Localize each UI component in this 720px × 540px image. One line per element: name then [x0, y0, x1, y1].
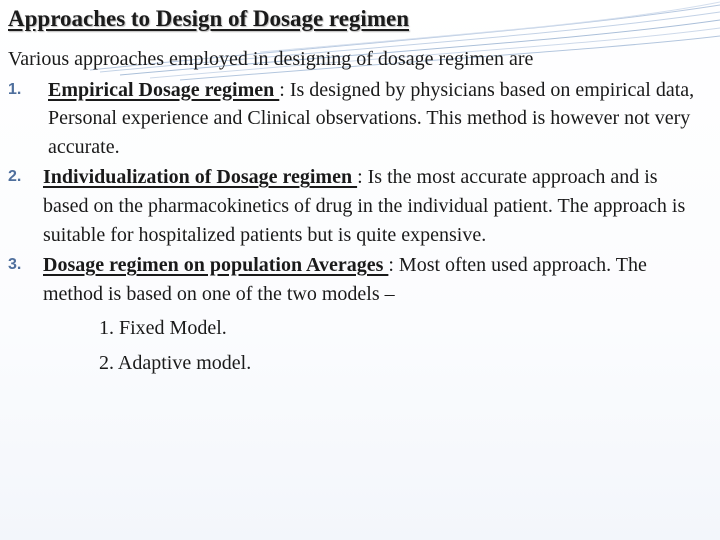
item-text: : Is designed by physicians based on empirical data, Personal experience and Clinical observations. This method is however not very accurate. [48, 78, 695, 158]
item-heading: Empirical Dosage regimen [48, 78, 280, 101]
list-item-individualization [8, 163, 708, 249]
intro-text: Various approaches employed in designing of dosage regimen are [8, 48, 534, 70]
item-number: 1. [8, 80, 22, 98]
slide-title: Approaches to Design of Dosage regimen [8, 6, 409, 31]
item-number: 2. [8, 168, 22, 186]
model-fixed: 1. Fixed Model. [99, 317, 227, 340]
list-item-population-averages [8, 251, 708, 308]
item-text: : Most often used approach. The method is based on one of the two models – [43, 254, 647, 305]
item-text: : Is the most accurate approach and is based on the pharmacokinetics of drug in the individual patient. The approach is suitable for hospitalized patients but is quite expensive. [43, 166, 686, 246]
list-item-empirical [8, 76, 708, 162]
item-heading: Individualization of Dosage regimen [43, 166, 358, 189]
item-number: 3. [8, 256, 22, 274]
slide-body [8, 45, 708, 378]
item-heading: Dosage regimen on population Averages [43, 254, 389, 277]
model-adaptive: 2. Adaptive model. [99, 351, 252, 374]
